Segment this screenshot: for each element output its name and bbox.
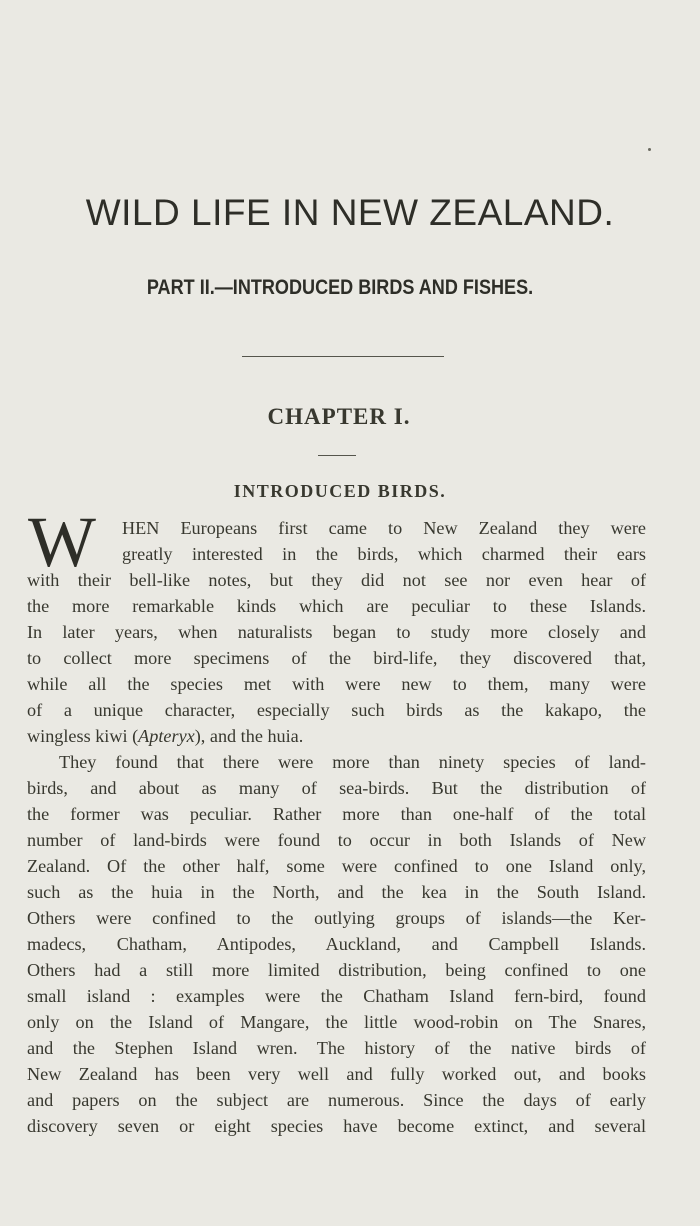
body-line: In later years, when naturalists began to study more closely and <box>27 622 646 642</box>
body-line: and papers on the subject are numerous. Since the days of early <box>27 1090 646 1110</box>
part-subtitle: PART II.—INTRODUCED BIRDS AND FISHES. <box>146 276 534 299</box>
title-divider <box>242 356 444 357</box>
body-line: madecs, Chatham, Antipodes, Auckland, and Campbell Islands. <box>27 934 646 954</box>
body-line: the more remarkable kinds which are peculiar to these Islands. <box>27 596 646 616</box>
body-line: Others were confined to the outlying groups of islands—the Ker- <box>27 908 646 928</box>
section-heading: INTRODUCED BIRDS. <box>233 481 447 501</box>
body-line-last <box>27 724 303 748</box>
body-line: the former was peculiar. Rather more than one-half of the total <box>27 804 646 824</box>
body-line: of a unique character, especially such birds as the kakapo, the <box>27 700 646 720</box>
body-line: with their bell-like notes, but they did not see nor even hear of <box>27 570 646 590</box>
drop-cap: W <box>28 502 96 582</box>
body-line: small island : examples were the Chatham Island fern-bird, found <box>27 986 646 1006</box>
body-line: only on the Island of Mangare, the little wood-robin on The Snares, <box>27 1012 646 1032</box>
body-line: and the Stephen Island wren. The history of the native birds of <box>27 1038 646 1058</box>
body-line: number of land-birds were found to occur in both Islands of New <box>27 830 646 850</box>
body-line: Others had a still more limited distribution, being confined to one <box>27 960 646 980</box>
italic-term: Apteryx <box>138 726 195 746</box>
paper-speck <box>648 148 651 151</box>
body-line: New Zealand has been very well and fully worked out, and books <box>27 1064 646 1084</box>
text-fragment: wingless kiwi ( <box>27 726 139 746</box>
text-fragment: ), and the huia. <box>194 726 304 746</box>
body-line: Zealand. Of the other half, some were confined to one Island only, <box>27 856 646 876</box>
body-line: to collect more specimens of the bird-life, they discovered that, <box>27 648 646 668</box>
body-line: birds, and about as many of sea-birds. But the distribution of <box>27 778 646 798</box>
book-title: WILD LIFE IN NEW ZEALAND. <box>85 192 615 233</box>
body-line: greatly interested in the birds, which charmed their ears <box>122 544 646 564</box>
body-line: They found that there were more than ninety species of land- <box>59 752 646 772</box>
body-line: such as the huia in the North, and the kea in the South Island. <box>27 882 646 902</box>
chapter-divider <box>318 455 356 456</box>
body-line: while all the species met with were new to them, many were <box>27 674 646 694</box>
body-line: discovery seven or eight species have become extinct, and several <box>27 1116 646 1136</box>
body-line: HEN Europeans first came to New Zealand they were <box>122 518 646 538</box>
chapter-heading: CHAPTER I. <box>267 404 411 429</box>
